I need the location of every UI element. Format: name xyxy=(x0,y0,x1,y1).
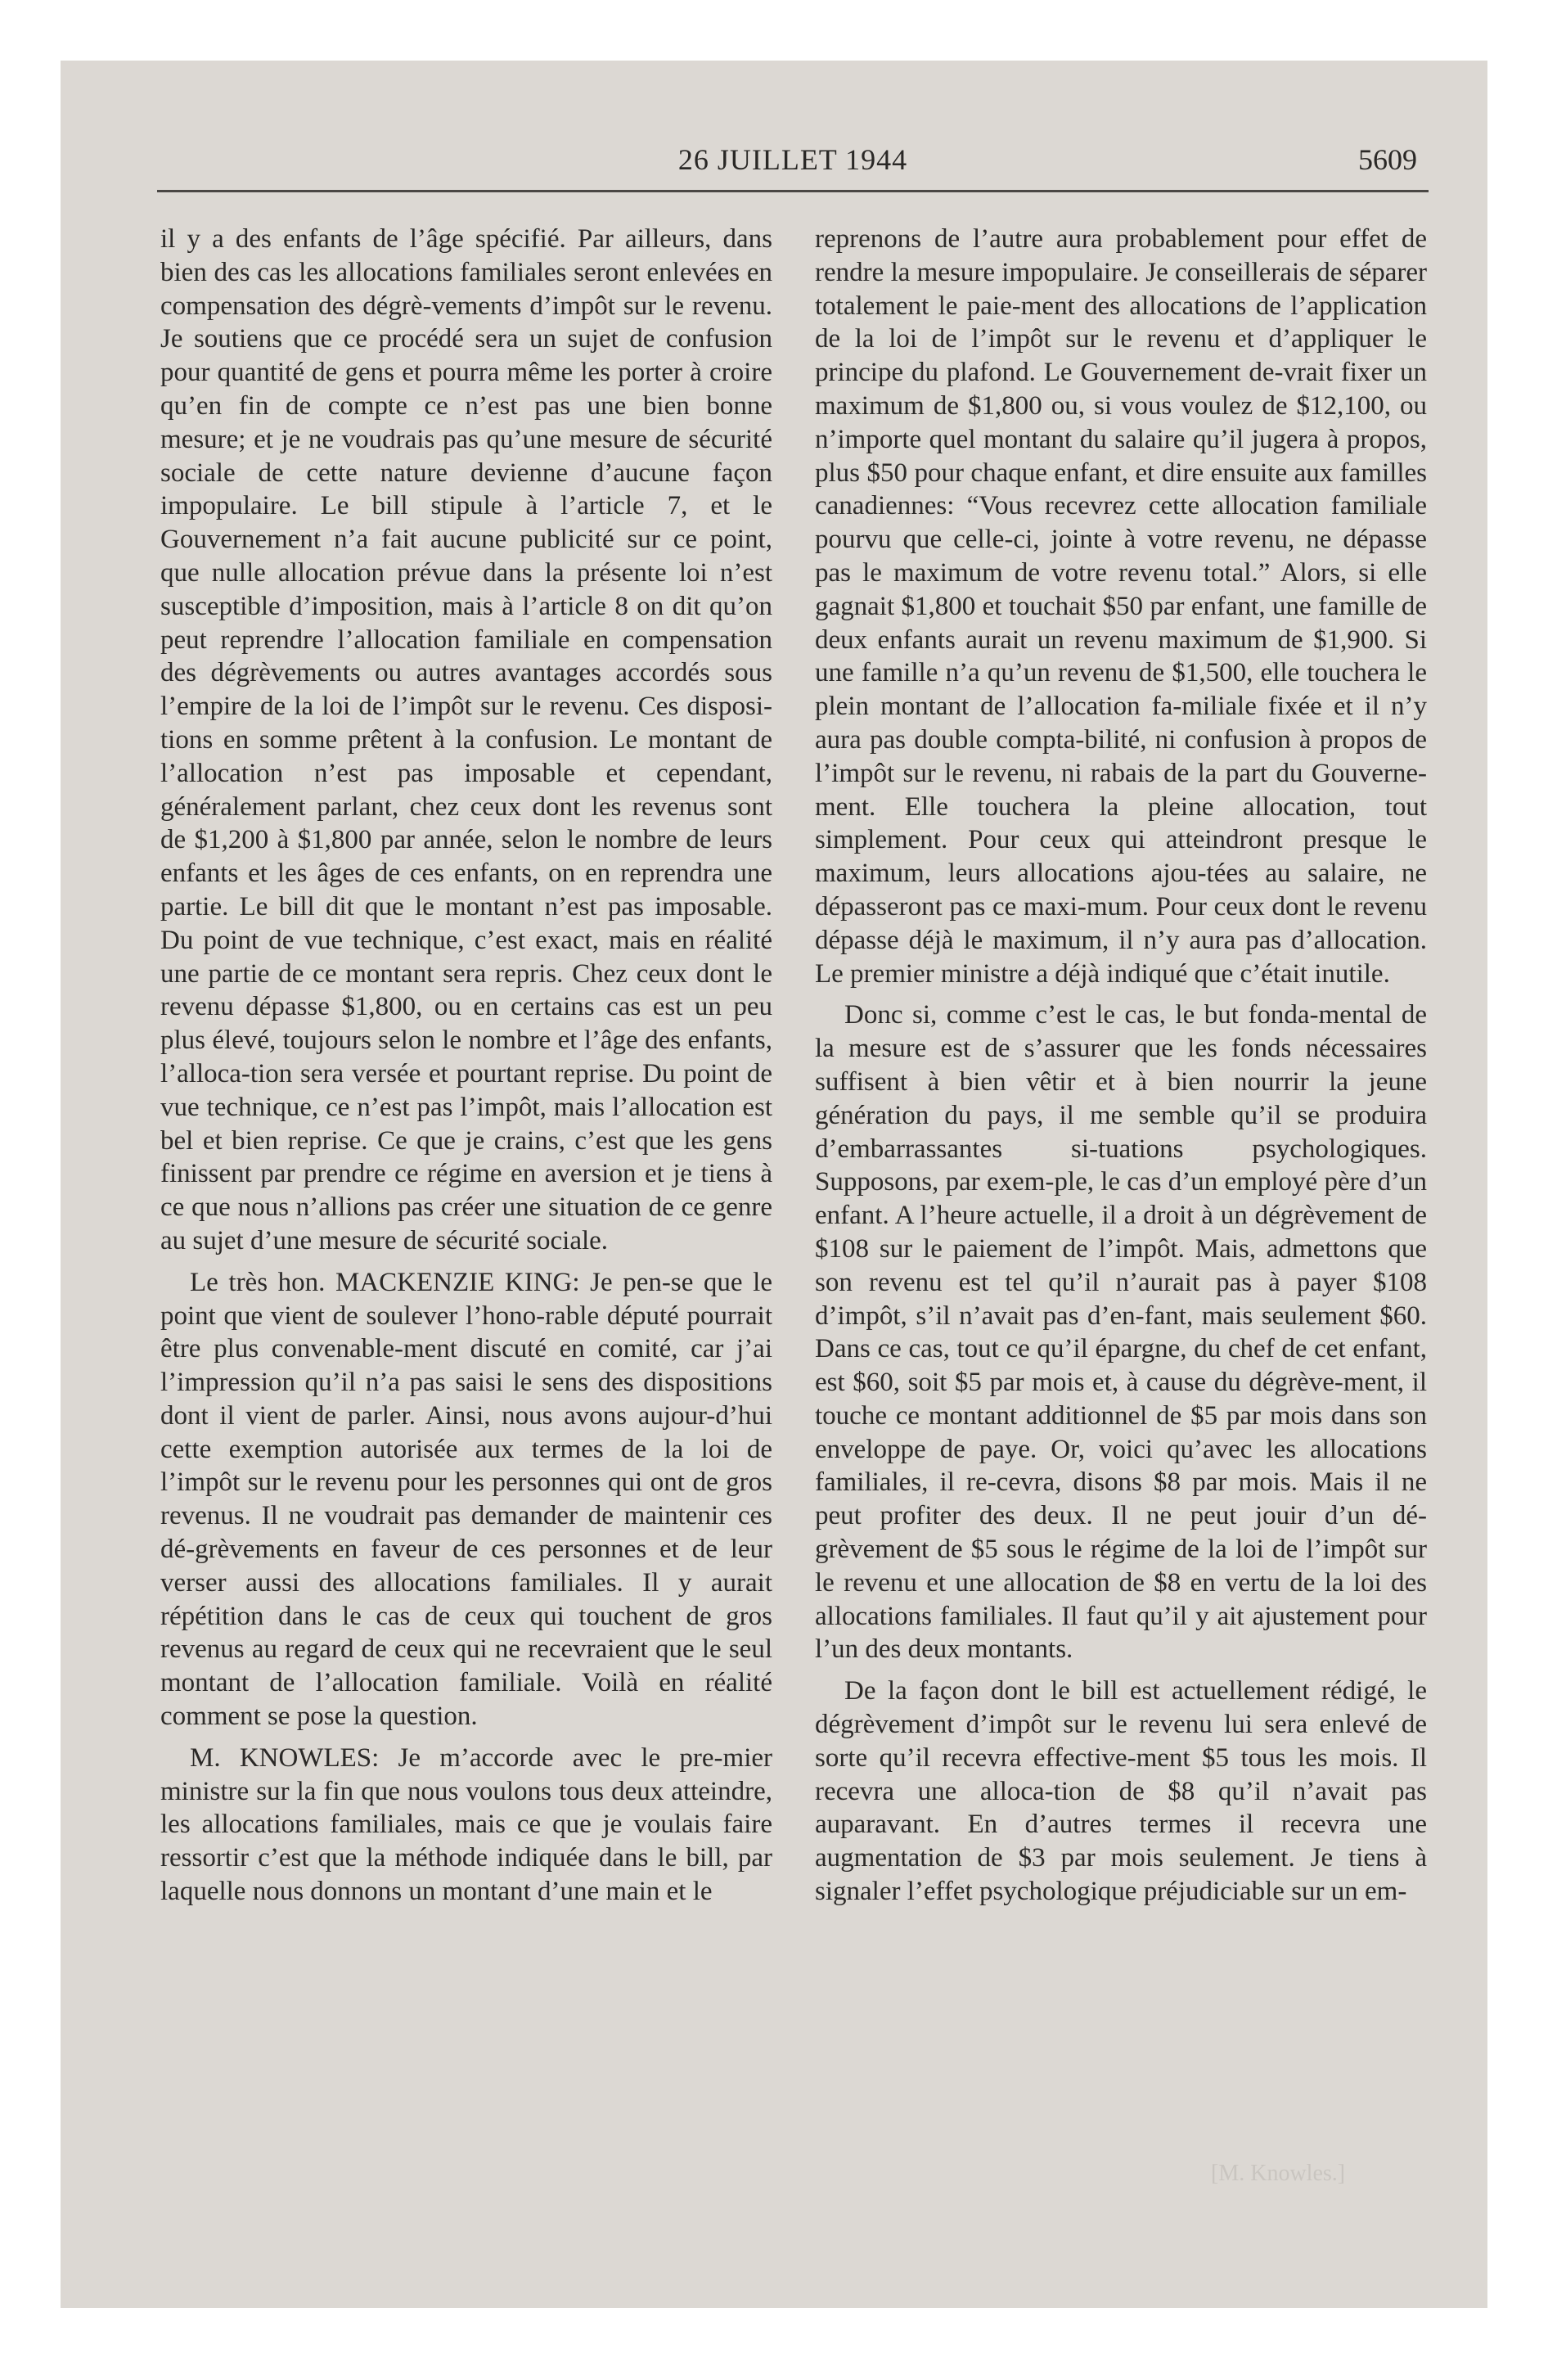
right-column xyxy=(815,223,1427,1917)
left-column xyxy=(160,223,772,1917)
page-number: 5609 xyxy=(1358,143,1417,176)
page-header xyxy=(157,137,1429,195)
page-date: 26 JUILLET 1944 xyxy=(677,143,908,176)
paragraph: De la façon dont le bill est actuellement rédigé, le dégrèvement d’impôt sur le revenu lui sera enlevé de sorte qu’il recevra effective-ment $5 tous les mois. Il recevra une alloca-tion de $8 qu’il n’avait pas auparavant. En d’autres termes il recevra une augmentation de $3 par mois seulement. Je tiens à signaler l’effet psychologique préjudiciable sur un em- xyxy=(815,1676,1427,1907)
paragraph: M. KNOWLES: Je m’accorde avec le pre-mier ministre sur la fin que nous voulons tous deux atteindre, les allocations familiales, mais ce que je voulais faire ressortir c’est que la méthode indiquée dans le bill, par laquelle nous donnons un montant d’une main et le xyxy=(160,1742,772,1907)
paragraph: il y a des enfants de l’âge spécifié. Par ailleurs, dans bien des cas les allocations familiales seront enlevées en compensation des dégrè-vements d’impôt sur le revenu. Je soutiens que ce procédé sera un sujet de confusion pour quantité de gens et pourra même les porter à croire qu’en fin de compte ce n’est pas une bien bonne mesure; et je ne voudrais pas qu’une mesure de sécurité sociale de cette nature devienne d’aucune façon impopulaire. Le bill stipule à l’article 7, et le Gouvernement n’a fait aucune publicité sur ce point, que nulle allocation prévue dans la présente loi n’est susceptible d’imposition, mais à l’article 8 on dit qu’on peut reprendre l’allocation familiale en compensation des dégrèvements ou autres avantages accordés sous l’empire de la loi de l’impôt sur le revenu. Ces disposi-tions en somme prêtent à la confusion. Le montant de l’allocation n’est pas imposable et cependant, généralement parlant, chez ceux dont les revenus sont de $1,200 à $1,800 par année, selon le nombre de leurs enfants et les âges de ces enfants, on en reprendra une partie. Le bill dit que le montant n’est pas imposable. Du point de vue technique, c’est exact, mais en réalité une partie de ce montant sera repris. Chez ceux dont le revenu dépasse $1,800, ou en certains cas est un peu plus élevé, toujours selon le nombre et l’âge des enfants, l’alloca-tion sera versée et pourtant reprise. Du point de vue technique, ce n’est pas l’impôt, mais l’allocation est bel et bien reprise. Ce que je crains, c’est que les gens finissent par prendre ce régime en aversion et je tiens à ce que nous n’allions pas créer une situation de ce genre au sujet d’une mesure de sécurité sociale. xyxy=(160,224,772,1255)
paragraph: Donc si, comme c’est le cas, le but fonda-mental de la mesure est de s’assurer que les fonds nécessaires suffisent à bien vêtir et à bien nourrir la jeune génération du pays, il me semble qu’il se produira d’embarrassantes si-tuations psychologiques. Supposons, par exem-ple, le cas d’un employé père d’un enfant. A l’heure actuelle, il a droit à un dégrèvement de $108 sur le paiement de l’impôt. Mais, admettons que son revenu est tel qu’il n’aurait pas à payer $108 d’impôt, s’il n’avait pas d’en-fant, mais seulement $60. Dans ce cas, tout ce qu’il épargne, du chef de cet enfant, est $60, soit $5 par mois et, à cause du dégrève-ment, il touche ce montant additionnel de $5 par mois dans son enveloppe de paye. Or, voici qu’avec les allocations familiales, il re-cevra, disons $8 par mois. Mais il ne peut profiter des deux. Il ne peut jouir d’un dé-grèvement de $5 sous le régime de la loi de l’impôt sur le revenu et une allocation de $8 en vertu de la loi des allocations familiales. Il faut qu’il y ait ajustement pour l’un des deux montants. xyxy=(815,1000,1427,1665)
paragraph: Le très hon. MACKENZIE KING: Je pen-se que le point que vient de soulever l’hono-rable député pourrait être plus convenable-ment discuté en comité, car j’ai l’impression qu’il n’a pas saisi le sens des dispositions dont il vient de parler. Ainsi, nous avons aujour-d’hui cette exemption autorisée aux termes de la loi de l’impôt sur le revenu pour les personnes qui ont de gros revenus. Il ne voudrait pas demander de maintenir ces dé-grèvements en faveur de ces personnes et de leur verser aussi des allocations familiales. Il y aurait répétition dans le cas de ceux qui touchent de gros revenus au regard de ceux qui ne recevraient que le seul montant de l’allocation familiale. Voilà en réalité comment se pose la question. xyxy=(160,1267,772,1732)
margin-note: [M. Knowles.] xyxy=(1211,2161,1346,2186)
paragraph: reprenons de l’autre aura probablement pour effet de rendre la mesure impopulaire. Je conseillerais de séparer totalement le paie-ment des allocations de l’application de la loi de l’impôt sur le revenu et d’appliquer le principe du plafond. Le Gouvernement de-vrait fixer un maximum de $1,800 ou, si vous voulez de $12,100, ou n’importe quel montant du salaire qu’il jugera à propos, plus $50 pour chaque enfant, et dire ensuite aux familles canadiennes: “Vous recevrez cette allocation familiale pourvu que celle-ci, jointe à votre revenu, ne dépasse pas le maximum de votre revenu total.” Alors, si elle gagnait $1,800 et touchait $50 par enfant, une famille de deux enfants aurait un revenu maximum de $1,900. Si une famille n’a qu’un revenu de $1,500, elle touchera le plein montant de l’allocation fa-miliale fixée et il n’y aura pas double compta-bilité, ni confusion à propos de l’impôt sur le revenu, ni rabais de la part du Gouverne-ment. Elle touchera la pleine allocation, tout simplement. Pour ceux qui atteindront presque le maximum, leurs allocations ajou-tées au salaire, ne dépasseront pas ce maxi-mum. Pour ceux dont le revenu dépasse déjà le maximum, il n’y aura pas d’allocation. Le premier ministre a déjà indiqué que c’était inutile. xyxy=(815,224,1427,989)
header-rule xyxy=(157,190,1429,192)
